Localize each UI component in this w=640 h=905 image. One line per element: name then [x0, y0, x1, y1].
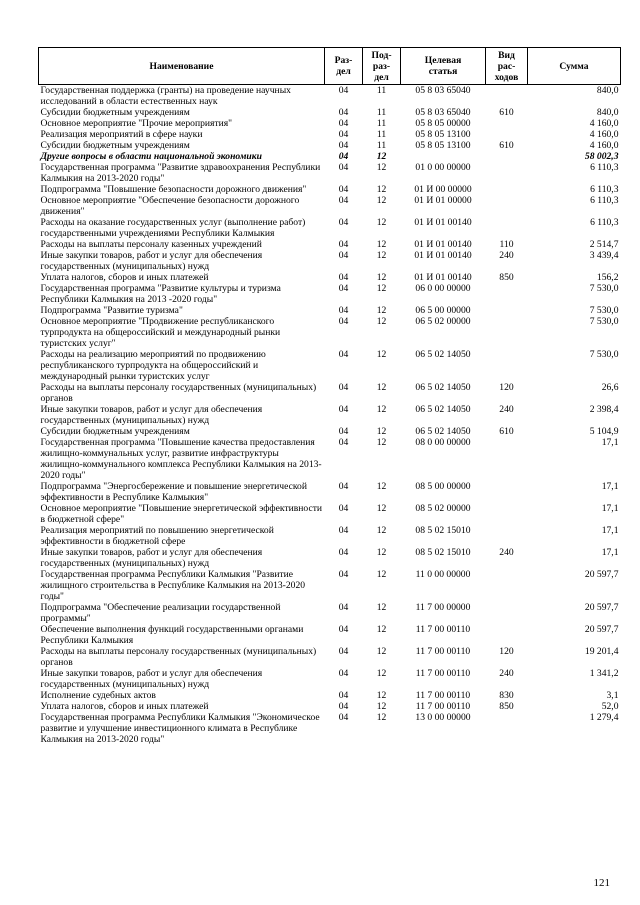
header-vid-rashodov: Вид рас- ходов [486, 48, 528, 85]
row-celevaya-statya: 11 7 00 00110 [415, 690, 471, 701]
header-name: Наименование [39, 48, 325, 85]
row-podrazdel: 12 [376, 184, 387, 195]
row-name: Уплата налогов, сборов и иных платежей [40, 272, 209, 283]
table-row [39, 162, 621, 184]
row-name: Иные закупки товаров, работ и услуг для обеспечения государственных (муниципальных) нужд [40, 404, 263, 426]
row-razdel: 04 [338, 85, 349, 96]
row-summa: 4 160,0 [589, 129, 619, 140]
table-row [39, 316, 621, 349]
row-vid-rashodov [486, 525, 528, 547]
row-name: Основное мероприятие "Продвижение республиканского турпродукта на общероссийский и международный рынки туристских услуг" [40, 316, 281, 349]
table-row [39, 85, 621, 108]
row-summa: 840,0 [596, 85, 619, 96]
table-row [39, 118, 621, 129]
row-razdel: 04 [338, 503, 349, 514]
budget-table [38, 47, 621, 745]
row-vid-rashodov [486, 349, 528, 382]
row-razdel: 04 [338, 118, 349, 129]
row-podrazdel: 12 [376, 217, 387, 228]
row-vid-rashodov [486, 316, 528, 349]
row-summa: 20 597,7 [584, 569, 619, 580]
row-razdel: 04 [338, 217, 349, 228]
row-podrazdel: 12 [376, 382, 387, 393]
row-name: Государственная программа "Повышение качества предоставления жилищно-коммунальных услуг, развитие инфраструктуры жилищно-коммунального комплекса Республики Калмыкия на 2013-2020 годы" [40, 437, 322, 481]
row-summa: 20 597,7 [584, 602, 619, 613]
row-vid-rashodov [486, 602, 528, 624]
table-header-row [39, 48, 621, 85]
row-podrazdel: 12 [376, 690, 387, 701]
row-vid-rashodov: 240 [499, 547, 514, 558]
row-podrazdel: 12 [376, 283, 387, 294]
row-summa: 7 530,0 [589, 316, 619, 327]
row-celevaya-statya: 01 И 01 00140 [414, 250, 472, 261]
header-summa: Сумма [528, 48, 621, 85]
row-razdel: 04 [338, 316, 349, 327]
row-razdel: 04 [338, 426, 349, 437]
row-celevaya-statya: 06 5 02 14050 [415, 404, 471, 415]
row-summa: 17,1 [601, 437, 619, 448]
row-celevaya-statya: 01 И 01 00140 [414, 217, 472, 228]
row-podrazdel: 12 [376, 250, 387, 261]
header-razdel: Раз- дел [325, 48, 363, 85]
table-row [39, 701, 621, 712]
row-vid-rashodov [486, 712, 528, 745]
row-name: Подпрограмма "Повышение безопасности дорожного движения" [40, 184, 307, 195]
table-row [39, 250, 621, 272]
row-celevaya-statya: 01 И 01 00000 [414, 195, 472, 206]
row-celevaya-statya: 06 5 02 00000 [415, 316, 471, 327]
table-row [39, 184, 621, 195]
table-row [39, 195, 621, 217]
row-celevaya-statya: 05 8 03 65040 [415, 85, 471, 96]
row-summa: 2 398,4 [589, 404, 619, 415]
row-razdel: 04 [338, 481, 349, 492]
row-vid-rashodov: 240 [499, 668, 514, 679]
row-name: Иные закупки товаров, работ и услуг для обеспечения государственных (муниципальных) нужд [40, 547, 263, 569]
row-vid-rashodov [486, 624, 528, 646]
row-summa: 6 110,3 [590, 195, 619, 206]
row-summa: 17,1 [601, 481, 619, 492]
row-podrazdel: 12 [376, 195, 387, 206]
row-celevaya-statya: 05 8 05 13100 [415, 129, 471, 140]
row-celevaya-statya: 11 7 00 00110 [415, 668, 471, 679]
row-summa: 20 597,7 [584, 624, 619, 635]
row-podrazdel: 12 [376, 437, 387, 448]
row-celevaya-statya: 08 5 02 00000 [415, 503, 471, 514]
row-vid-rashodov [486, 217, 528, 239]
row-podrazdel: 12 [376, 239, 387, 250]
row-razdel: 04 [338, 382, 349, 393]
table-row [39, 481, 621, 503]
row-celevaya-statya [401, 151, 486, 162]
row-podrazdel: 12 [376, 547, 387, 558]
row-name: Иные закупки товаров, работ и услуг для обеспечения государственных (муниципальных) нужд [40, 250, 263, 272]
row-name: Государственная поддержка (гранты) на проведение научных исследований в области естественных наук [40, 85, 291, 107]
row-name: Подпрограмма "Развитие туризма" [40, 305, 183, 316]
row-summa: 1 341,2 [589, 668, 619, 679]
row-vid-rashodov: 850 [499, 701, 514, 712]
row-celevaya-statya: 08 0 00 00000 [415, 437, 471, 448]
row-vid-rashodov: 610 [499, 107, 514, 118]
row-celevaya-statya: 11 7 00 00110 [415, 624, 471, 635]
row-celevaya-statya: 06 0 00 00000 [415, 283, 471, 294]
table-row [39, 646, 621, 668]
row-summa: 7 530,0 [589, 283, 619, 294]
row-name: Субсидии бюджетным учреждениям [40, 107, 190, 118]
row-razdel: 04 [338, 184, 349, 195]
row-celevaya-statya: 05 8 03 65040 [415, 107, 471, 118]
table-row [39, 239, 621, 250]
row-vid-rashodov: 610 [499, 426, 514, 437]
row-summa: 6 110,3 [590, 217, 619, 228]
row-vid-rashodov: 120 [499, 646, 514, 657]
row-vid-rashodov [486, 184, 528, 195]
row-name: Основное мероприятие "Обеспечение безопасности дорожного движения" [40, 195, 300, 217]
row-vid-rashodov [486, 162, 528, 184]
table-row [39, 272, 621, 283]
row-name: Иные закупки товаров, работ и услуг для обеспечения государственных (муниципальных) нужд [40, 668, 263, 690]
row-vid-rashodov [486, 85, 528, 108]
row-podrazdel: 11 [376, 85, 387, 96]
row-vid-rashodov [486, 437, 528, 481]
row-name: Государственная программа Республики Калмыкия "Развитие жилищного строительства в Республике Калмыкия на 2013-2020 годы" [40, 569, 306, 602]
row-celevaya-statya: 01 0 00 00000 [415, 162, 471, 173]
row-name: Субсидии бюджетным учреждениям [40, 140, 190, 151]
row-podrazdel: 12 [376, 481, 387, 492]
table-row [39, 129, 621, 140]
row-name: Субсидии бюджетным учреждениям [40, 426, 190, 437]
row-razdel: 04 [338, 547, 349, 558]
row-vid-rashodov [486, 151, 528, 162]
row-razdel: 04 [338, 305, 349, 316]
row-vid-rashodov: 240 [499, 404, 514, 415]
row-name: Расходы на выплаты персоналу казенных учреждений [40, 239, 262, 250]
row-podrazdel: 12 [376, 525, 387, 536]
row-razdel: 04 [338, 272, 349, 283]
row-vid-rashodov [486, 129, 528, 140]
table-row [39, 437, 621, 481]
row-razdel: 04 [338, 712, 349, 723]
row-podrazdel: 12 [376, 349, 387, 360]
row-celevaya-statya: 08 5 02 15010 [415, 547, 471, 558]
row-razdel: 04 [338, 437, 349, 448]
row-celevaya-statya: 11 7 00 00110 [415, 646, 471, 657]
table-body [39, 85, 621, 746]
row-razdel: 04 [338, 140, 349, 151]
row-vid-rashodov [486, 503, 528, 525]
row-name: Расходы на оказание государственных услуг (выполнение работ) государственными учреждениями Республики Калмыкия [40, 217, 306, 239]
row-name: Исполнение судебных актов [40, 690, 156, 701]
row-razdel: 04 [338, 239, 349, 250]
row-celevaya-statya: 01 И 01 00140 [414, 239, 472, 250]
row-razdel: 04 [338, 569, 349, 580]
row-vid-rashodov: 120 [499, 382, 514, 393]
table-row [39, 712, 621, 745]
row-razdel: 04 [338, 525, 349, 536]
row-vid-rashodov [486, 569, 528, 602]
row-podrazdel: 12 [376, 151, 387, 162]
row-vid-rashodov: 830 [499, 690, 514, 701]
row-summa: 3 439,4 [589, 250, 619, 261]
row-podrazdel: 12 [376, 712, 387, 723]
row-summa: 6 110,3 [590, 162, 619, 173]
row-name: Основное мероприятие "Повышение энергетической эффективности в бюджетной сфере" [40, 503, 323, 525]
table-row [39, 525, 621, 547]
table-row [39, 503, 621, 525]
row-podrazdel: 12 [376, 426, 387, 437]
row-summa: 17,1 [601, 525, 619, 536]
row-summa: 17,1 [601, 503, 619, 514]
row-razdel: 04 [338, 151, 349, 162]
row-podrazdel: 12 [376, 624, 387, 635]
row-vid-rashodov: 610 [499, 140, 514, 151]
row-vid-rashodov [486, 283, 528, 305]
row-podrazdel: 12 [376, 305, 387, 316]
row-razdel: 04 [338, 195, 349, 206]
row-summa: 7 530,0 [589, 305, 619, 316]
row-vid-rashodov [486, 118, 528, 129]
row-vid-rashodov: 850 [499, 272, 514, 283]
table-row [39, 305, 621, 316]
row-summa: 7 530,0 [589, 349, 619, 360]
row-razdel: 04 [338, 250, 349, 261]
row-podrazdel: 12 [376, 316, 387, 327]
table-row [39, 382, 621, 404]
row-name: Государственная программа Республики Калмыкия "Экономическое развитие и улучшение инвестиционного климата в Республике Калмыкия на 2013-2020 годы" [40, 712, 320, 745]
row-celevaya-statya: 11 0 00 00000 [415, 569, 471, 580]
row-celevaya-statya: 11 7 00 00110 [415, 701, 471, 712]
row-name: Реализация мероприятий в сфере науки [40, 129, 203, 140]
table-row [39, 349, 621, 382]
header-podrazdel: Под- раз- дел [363, 48, 401, 85]
row-summa: 4 160,0 [589, 140, 619, 151]
row-vid-rashodov [486, 481, 528, 503]
row-celevaya-statya: 05 8 05 00000 [415, 118, 471, 129]
header-celevaya-statya: Целевая статья [401, 48, 486, 85]
row-podrazdel: 12 [376, 272, 387, 283]
row-celevaya-statya: 05 8 05 13100 [415, 140, 471, 151]
page-number: 121 [593, 877, 610, 889]
table-row [39, 668, 621, 690]
row-razdel: 04 [338, 668, 349, 679]
row-summa: 5 104,9 [589, 426, 619, 437]
row-razdel: 04 [338, 624, 349, 635]
row-podrazdel: 12 [376, 701, 387, 712]
row-podrazdel: 11 [376, 129, 387, 140]
row-podrazdel: 12 [376, 668, 387, 679]
row-name: Расходы на реализацию мероприятий по продвижению республиканского турпродукта на общероссийский и международный рынки туристских услуг [40, 349, 266, 382]
row-vid-rashodov [486, 195, 528, 217]
row-razdel: 04 [338, 107, 349, 118]
row-summa: 17,1 [601, 547, 619, 558]
table-row [39, 283, 621, 305]
row-celevaya-statya: 08 5 02 15010 [415, 525, 471, 536]
row-celevaya-statya: 06 5 02 14050 [415, 426, 471, 437]
row-razdel: 04 [338, 129, 349, 140]
table-row [39, 404, 621, 426]
row-celevaya-statya: 06 5 02 14050 [415, 382, 471, 393]
row-summa: 4 160,0 [589, 118, 619, 129]
table-row [39, 426, 621, 437]
row-razdel: 04 [338, 404, 349, 415]
row-razdel: 04 [338, 162, 349, 173]
row-razdel: 04 [338, 690, 349, 701]
table-row [39, 569, 621, 602]
row-summa: 3,1 [606, 690, 619, 701]
row-razdel: 04 [338, 283, 349, 294]
table-row [39, 217, 621, 239]
row-podrazdel: 11 [376, 118, 387, 129]
row-name: Подпрограмма "Энергосбережение и повышение энергетической эффективности в Республике Калмыкия" [40, 481, 307, 503]
row-name: Уплата налогов, сборов и иных платежей [40, 701, 209, 712]
row-razdel: 04 [338, 701, 349, 712]
row-summa: 52,0 [601, 701, 619, 712]
row-vid-rashodov: 240 [499, 250, 514, 261]
row-razdel: 04 [338, 646, 349, 657]
row-name: Подпрограмма "Обеспечение реализации государственной программы" [40, 602, 281, 624]
row-name: Государственная программа "Развитие культуры и туризма Республики Калмыкия на 2013 -2020 годы" [40, 283, 281, 305]
row-name: Расходы на выплаты персоналу государственных (муниципальных) органов [40, 382, 317, 404]
row-razdel: 04 [338, 349, 349, 360]
row-razdel: 04 [338, 602, 349, 613]
row-summa: 6 110,3 [590, 184, 619, 195]
row-summa: 2 514,7 [589, 239, 619, 250]
table-row [39, 690, 621, 701]
row-celevaya-statya: 01 И 00 00000 [414, 184, 472, 195]
row-celevaya-statya: 08 5 00 00000 [415, 481, 471, 492]
row-name: Реализация мероприятий по повышению энергетической эффективности в бюджетной сфере [40, 525, 274, 547]
row-summa: 156,2 [596, 272, 619, 283]
table-row [39, 602, 621, 624]
table-row [39, 151, 621, 162]
row-celevaya-statya: 11 7 00 00000 [415, 602, 471, 613]
row-vid-rashodov [486, 305, 528, 316]
row-celevaya-statya: 06 5 00 00000 [415, 305, 471, 316]
row-podrazdel: 12 [376, 503, 387, 514]
row-vid-rashodov: 110 [499, 239, 514, 250]
row-name: Основное мероприятие "Прочие мероприятия" [40, 118, 233, 129]
row-summa: 840,0 [596, 107, 619, 118]
row-celevaya-statya: 01 И 01 00140 [414, 272, 472, 283]
row-celevaya-statya: 06 5 02 14050 [415, 349, 471, 360]
row-celevaya-statya: 13 0 00 00000 [415, 712, 471, 723]
row-podrazdel: 12 [376, 646, 387, 657]
table-row [39, 107, 621, 118]
row-summa: 1 279,4 [589, 712, 619, 723]
table-row [39, 624, 621, 646]
row-podrazdel: 12 [376, 162, 387, 173]
row-podrazdel: 12 [376, 602, 387, 613]
row-summa: 26,6 [601, 382, 619, 393]
row-podrazdel: 12 [376, 404, 387, 415]
row-summa: 58 002,3 [584, 151, 619, 162]
budget-table-container [38, 47, 620, 745]
row-name: Обеспечение выполнения функций государственными органами Республики Калмыкия [40, 624, 304, 646]
row-podrazdel: 11 [376, 140, 387, 151]
row-summa: 19 201,4 [584, 646, 619, 657]
table-row [39, 140, 621, 151]
row-name: Государственная программа "Развитие здравоохранения Республики Калмыкия на 2013-2020 годы" [40, 162, 321, 184]
row-podrazdel: 11 [376, 107, 387, 118]
row-podrazdel: 12 [376, 569, 387, 580]
table-row [39, 547, 621, 569]
row-name: Расходы на выплаты персоналу государственных (муниципальных) органов [40, 646, 317, 668]
row-name: Другие вопросы в области национальной экономики [40, 151, 262, 162]
